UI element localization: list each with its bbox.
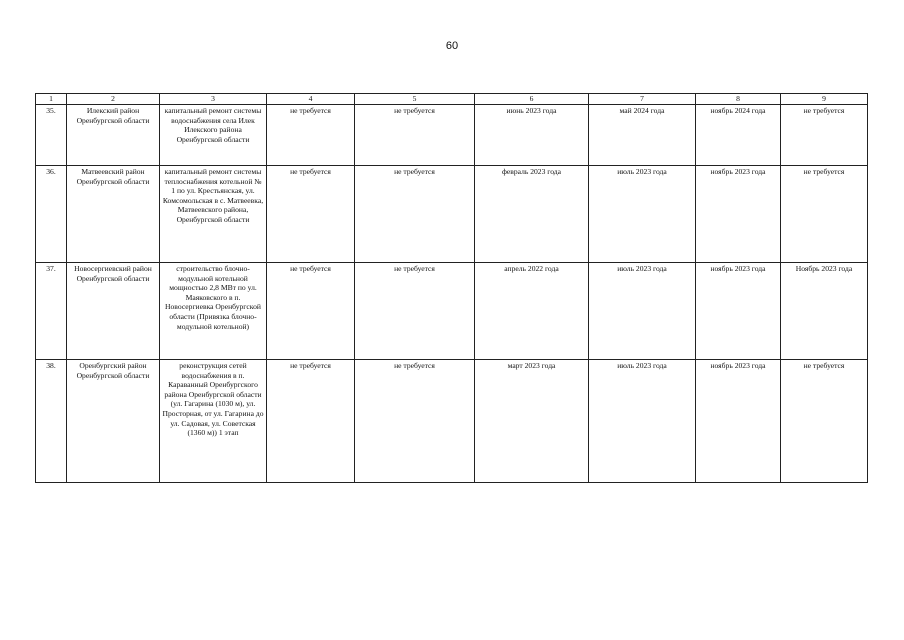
object-cell: реконструкция сетей водоснабжения в п. Караванный Оренбургского района Оренбургской области (ул. Гагарина (1030 м), ул. Просторная, от ул. Гагарина до ул. Садовая, ул. Советская (1360 м)) 1 этап xyxy=(160,360,267,483)
page-number: 60 xyxy=(445,40,459,52)
col5-cell: не требуется xyxy=(355,166,475,263)
column-header-3: 3 xyxy=(160,94,267,105)
col8-cell: ноябрь 2023 года xyxy=(696,360,781,483)
col6-cell: февраль 2023 года xyxy=(475,166,589,263)
table-row xyxy=(36,263,868,360)
col7-cell: май 2024 года xyxy=(589,105,696,166)
district-cell: Новосергиевский район Оренбургской области xyxy=(67,263,160,360)
column-header-5: 5 xyxy=(355,94,475,105)
col5-cell: не требуется xyxy=(355,105,475,166)
row-number: 38. xyxy=(36,360,67,483)
col4-cell: не требуется xyxy=(267,166,355,263)
col6-cell: март 2023 года xyxy=(475,360,589,483)
col6-cell: июнь 2023 года xyxy=(475,105,589,166)
column-header-2: 2 xyxy=(67,94,160,105)
column-header-1: 1 xyxy=(36,94,67,105)
col6-cell: апрель 2022 года xyxy=(475,263,589,360)
col9-cell: не требуется xyxy=(781,360,868,483)
col8-cell: ноябрь 2023 года xyxy=(696,166,781,263)
column-header-4: 4 xyxy=(267,94,355,105)
col8-cell: ноябрь 2024 года xyxy=(696,105,781,166)
district-cell: Матвеевский район Оренбургской области xyxy=(67,166,160,263)
header-row xyxy=(36,94,868,105)
col4-cell: не требуется xyxy=(267,263,355,360)
column-header-8: 8 xyxy=(696,94,781,105)
col4-cell: не требуется xyxy=(267,360,355,483)
col9-cell: не требуется xyxy=(781,166,868,263)
col9-cell: не требуется xyxy=(781,105,868,166)
row-number: 37. xyxy=(36,263,67,360)
column-header-6: 6 xyxy=(475,94,589,105)
district-cell: Илекский район Оренбургской области xyxy=(67,105,160,166)
column-header-7: 7 xyxy=(589,94,696,105)
row-number: 36. xyxy=(36,166,67,263)
col5-cell: не требуется xyxy=(355,263,475,360)
col4-cell: не требуется xyxy=(267,105,355,166)
table-row xyxy=(36,360,868,483)
col7-cell: июль 2023 года xyxy=(589,360,696,483)
object-cell: строительство блочно-модульной котельной мощностью 2,8 МВт по ул. Маяковского в п. Новосергиевка Оренбургской области (Привязка блочно-модульной котельной) xyxy=(160,263,267,360)
col8-cell: ноябрь 2023 года xyxy=(696,263,781,360)
column-header-9: 9 xyxy=(781,94,868,105)
col7-cell: июль 2023 года xyxy=(589,166,696,263)
table-row xyxy=(36,166,868,263)
object-cell: капитальный ремонт системы теплоснабжения котельной № 1 по ул. Крестьянская, ул. Комсомольская в с. Матвеевка, Матвеевского района, Оренбургской области xyxy=(160,166,267,263)
col5-cell: не требуется xyxy=(355,360,475,483)
col9-cell: Ноябрь 2023 года xyxy=(781,263,868,360)
schedule-table xyxy=(35,93,868,483)
district-cell: Оренбургский район Оренбургской области xyxy=(67,360,160,483)
object-cell: капитальный ремонт системы водоснабжения села Илек Илекского района Оренбургской области xyxy=(160,105,267,166)
col7-cell: июль 2023 года xyxy=(589,263,696,360)
table-row xyxy=(36,105,868,166)
row-number: 35. xyxy=(36,105,67,166)
